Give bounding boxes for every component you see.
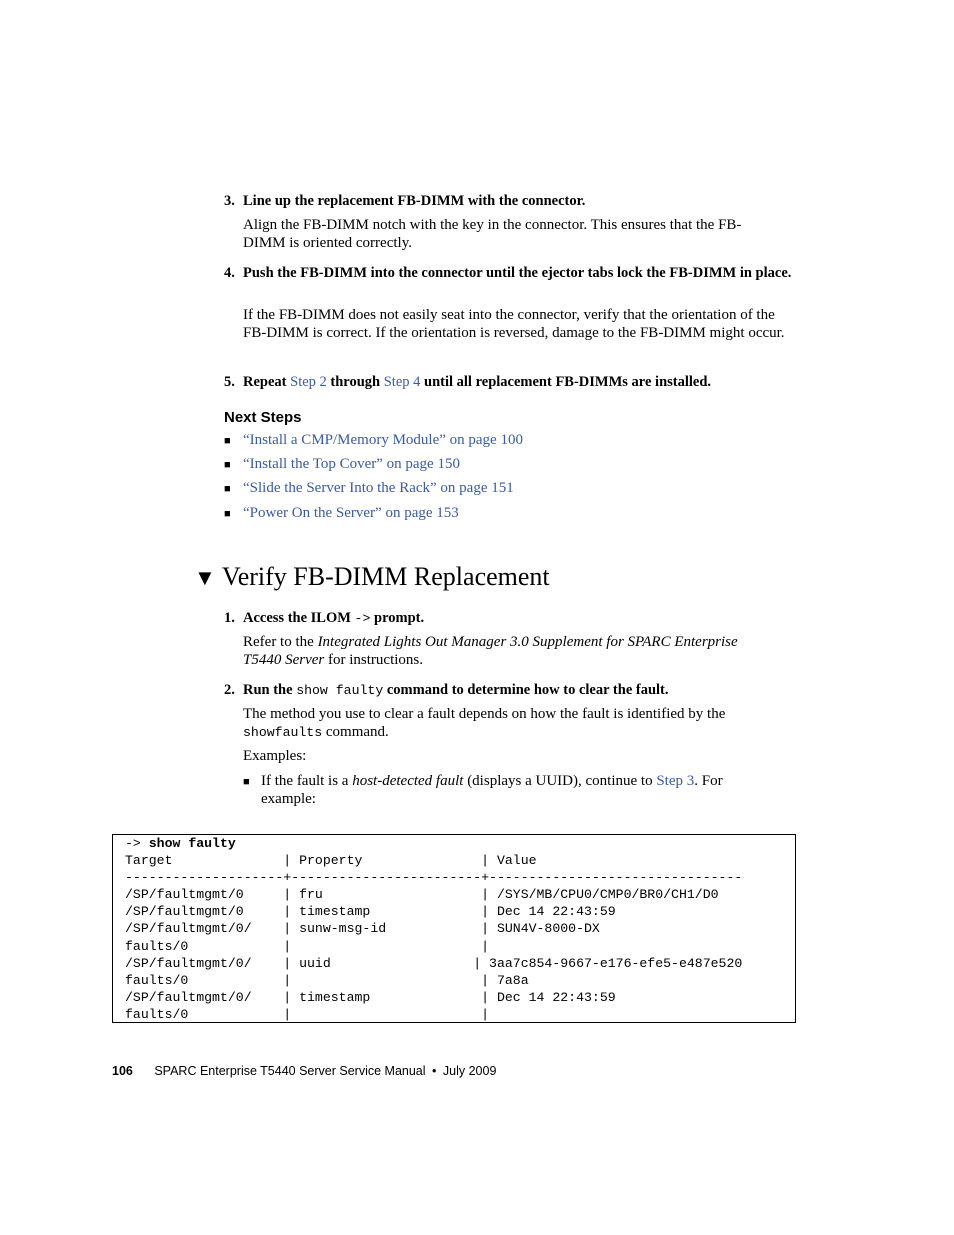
step-2-link[interactable]: Step 2 <box>290 374 327 390</box>
section-heading <box>194 560 550 595</box>
step-text: through <box>330 374 381 390</box>
prompt-symbol: -> <box>125 836 141 851</box>
bullet-icon: ■ <box>224 508 231 520</box>
step-number: 5. <box>224 374 235 390</box>
bullet-icon: ■ <box>224 435 231 447</box>
triangle-down-icon: ▼ <box>194 565 216 590</box>
prompt-code: -> <box>354 611 371 626</box>
step-number: 4. <box>224 265 235 281</box>
body-text: Refer to the <box>243 634 314 650</box>
code-line: /SP/faultmgmt/0/ | uuid | 3aa7c854-9667-e176-efe5-e487e520 <box>125 955 743 971</box>
body-text: If the fault is a <box>261 773 349 789</box>
body-text: (displays a UUID), continue to <box>467 773 653 789</box>
body-text: for instructions. <box>328 652 423 668</box>
bullet-icon: ■ <box>224 483 231 495</box>
body-text: . For example: <box>261 773 723 807</box>
next-steps-heading: Next Steps <box>224 409 302 426</box>
step-title <box>243 681 798 700</box>
code-line: --------------------+------------------------+-------------------------------- <box>125 870 743 886</box>
next-step-link[interactable]: “Power On the Server” on page 153 <box>243 505 459 521</box>
step-title: Line up the replacement FB-DIMM with the connector. <box>243 193 586 209</box>
step-number: 2. <box>224 682 235 698</box>
bullet-icon: ■ <box>243 776 250 788</box>
doc-title: Integrated Lights Out Manager 3.0 Supplement for SPARC Enterprise T5440 Server <box>243 634 738 668</box>
code-line: /SP/faultmgmt/0/ | sunw-msg-id | SUN4V-8000-DX <box>125 921 600 937</box>
step-number: 3. <box>224 193 235 209</box>
step-text: Access the ILOM <box>243 610 351 626</box>
step-text: Repeat <box>243 374 287 390</box>
step-body: Align the FB-DIMM notch with the key in the connector. This ensures that the FB-DIMM is oriented correctly. <box>243 217 742 251</box>
code-line: Target | Property | Value <box>125 853 537 869</box>
step-text: command to determine how to clear the fault. <box>386 682 669 698</box>
page-number: 106 <box>112 1064 133 1078</box>
step-title <box>243 373 798 392</box>
bullet-icon: ■ <box>224 459 231 471</box>
page-footer <box>112 1064 496 1078</box>
code-line: faults/0 | | <box>125 1006 490 1022</box>
step-body <box>243 705 798 742</box>
step-text: Run the <box>243 682 293 698</box>
code-line: faults/0 | | 7a8a <box>125 972 529 988</box>
code-prompt-line <box>113 835 795 852</box>
code-block <box>112 834 796 1023</box>
step-3-link[interactable]: Step 3 <box>656 773 695 789</box>
command-code: showfaults <box>243 725 323 740</box>
step-title <box>243 609 798 628</box>
code-line: /SP/faultmgmt/0/ | timestamp | Dec 14 22:43:59 <box>125 989 616 1005</box>
term: host-detected fault <box>352 773 464 789</box>
step-body <box>243 633 773 669</box>
footer-title: SPARC Enterprise T5440 Server Service Manual <box>154 1064 426 1078</box>
command-text: show faulty <box>148 836 236 851</box>
footer-date: July 2009 <box>442 1064 497 1078</box>
code-line: /SP/faultmgmt/0 | fru | /SYS/MB/CPU0/CMP0/BR0/CH1/D0 <box>125 887 719 903</box>
body-text: The method you use to clear a fault depends on how the fault is identified by the <box>243 706 726 722</box>
next-step-link[interactable]: “Slide the Server Into the Rack” on page 151 <box>243 480 514 496</box>
next-step-link[interactable]: “Install a CMP/Memory Module” on page 100 <box>243 432 523 448</box>
next-step-link[interactable]: “Install the Top Cover” on page 150 <box>243 456 460 472</box>
code-line: /SP/faultmgmt/0 | timestamp | Dec 14 22:43:59 <box>125 904 616 920</box>
step-title: Push the FB-DIMM into the connector until the ejector tabs lock the FB-DIMM in place. <box>243 265 792 281</box>
command-code: show faulty <box>296 683 384 698</box>
step-body: If the FB-DIMM does not easily seat into the connector, verify that the orientation of the FB-DIMM is correct. If the orientation is reversed, damage to the FB-DIMM might occur. <box>243 307 785 341</box>
examples-label: Examples: <box>243 748 307 764</box>
step-4-link[interactable]: Step 4 <box>383 374 421 390</box>
footer-separator: • <box>432 1064 437 1078</box>
section-title: Verify FB-DIMM Replacement <box>221 562 550 591</box>
step-text: prompt. <box>374 610 425 626</box>
step-text: until all replacement FB-DIMMs are installed. <box>424 374 712 390</box>
code-line: faults/0 | | <box>125 938 490 954</box>
body-text: command. <box>325 724 389 740</box>
step-number: 1. <box>224 610 235 626</box>
example-text <box>261 772 781 808</box>
